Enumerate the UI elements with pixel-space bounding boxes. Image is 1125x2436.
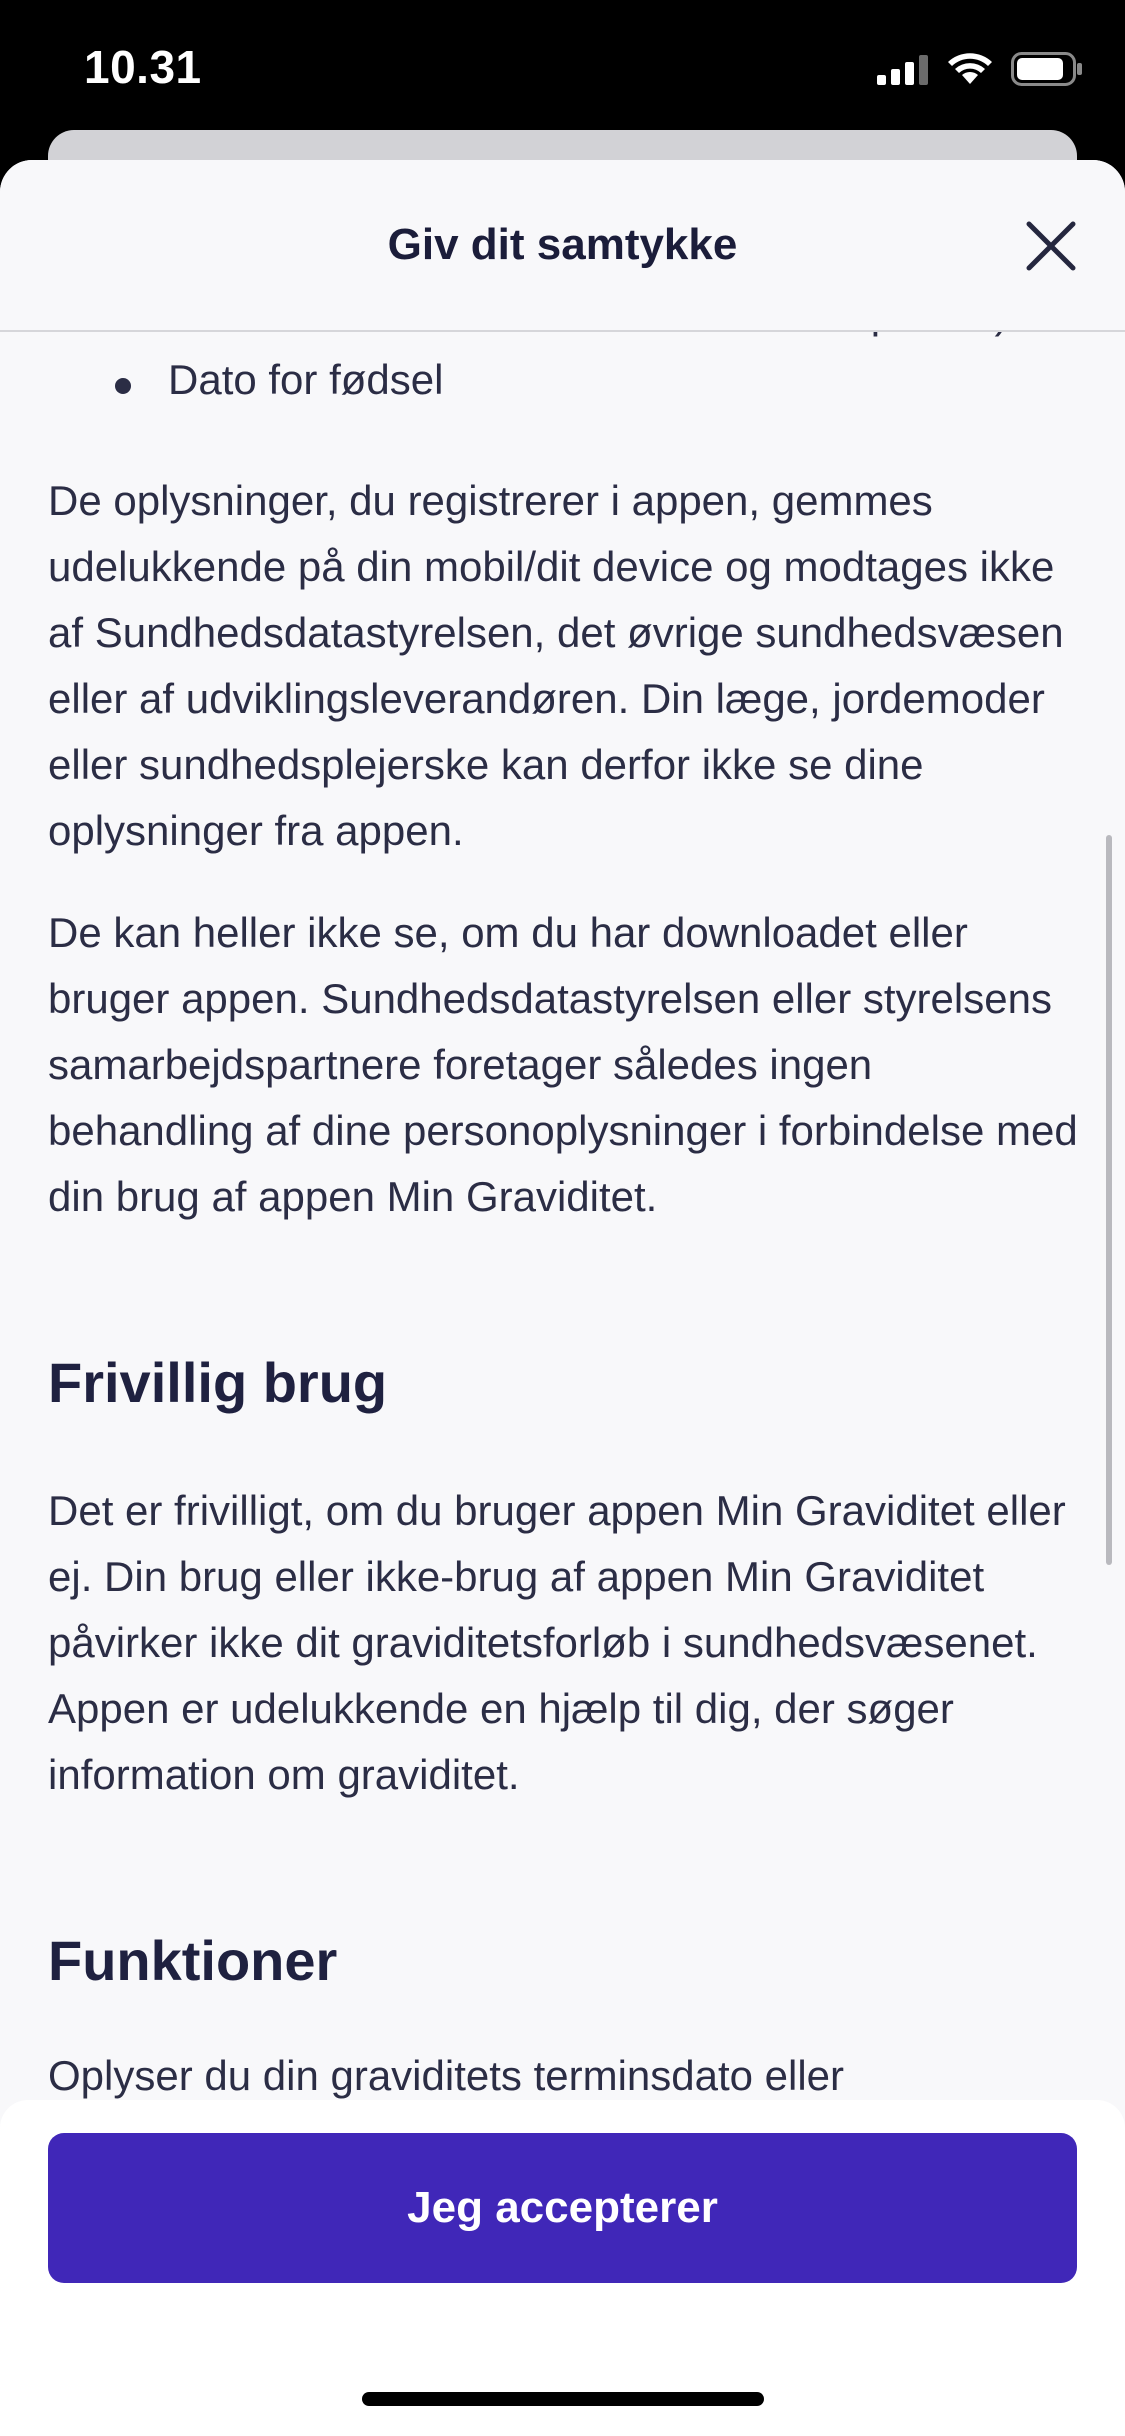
wifi-icon xyxy=(947,52,993,86)
footer xyxy=(0,2100,1125,2436)
heading-functions: Funktioner xyxy=(48,1929,338,1992)
page-title: Giv dit samtykke xyxy=(387,220,738,269)
scrollbar[interactable] xyxy=(1106,835,1112,1565)
cellular-signal-icon xyxy=(877,53,929,85)
status-bar xyxy=(0,0,1125,140)
sheet-header xyxy=(0,160,1125,332)
status-time: 10.31 xyxy=(84,41,202,93)
list-item: Dato for fødsel xyxy=(168,356,444,403)
paragraph-voluntary-use: Det er frivilligt, om du bruger appen Min Graviditet eller ej. Din brug eller ikke-brug af appen Min Graviditet påvirker ikke dit graviditetsforløb i sundhedsvæsenet. Appen er udelukkende en hjælp til dig, der søger information om graviditet. xyxy=(48,1487,1066,1798)
close-icon xyxy=(1025,220,1077,272)
status-icons xyxy=(877,52,1083,86)
bullet-icon xyxy=(115,378,131,394)
accept-button[interactable]: Jeg accepterer xyxy=(48,2133,1077,2283)
battery-icon xyxy=(1011,52,1083,86)
paragraph-data-storage: De oplysninger, du registrerer i appen, gemmes udelukkende på din mobil/dit device og modtages ikke af Sundhedsdatastyrelsen, det øvrige sundhedsvæsen eller af udviklingsleverandøren. Din læge, jordemoder eller sundhedsplejerske kan derfor ikke se dine oplysninger fra appen. xyxy=(48,477,1064,854)
consent-sheet xyxy=(0,160,1125,2436)
paragraph-no-processing: De kan heller ikke se, om du har downloadet eller bruger appen. Sundhedsdatastyrelsen eller styrelsens samarbejdspartnere foretager således ingen behandling af dine personoplysninger i forbindelse med din brug af appen Min Graviditet. xyxy=(48,909,1078,1220)
paragraph-functions-partial: Oplyser du din graviditets terminsdato eller xyxy=(48,2052,845,2099)
home-indicator[interactable] xyxy=(362,2392,764,2406)
close-button[interactable] xyxy=(1017,212,1085,280)
heading-voluntary-use: Frivillig brug xyxy=(48,1351,388,1414)
consent-content[interactable] xyxy=(0,160,1125,2436)
